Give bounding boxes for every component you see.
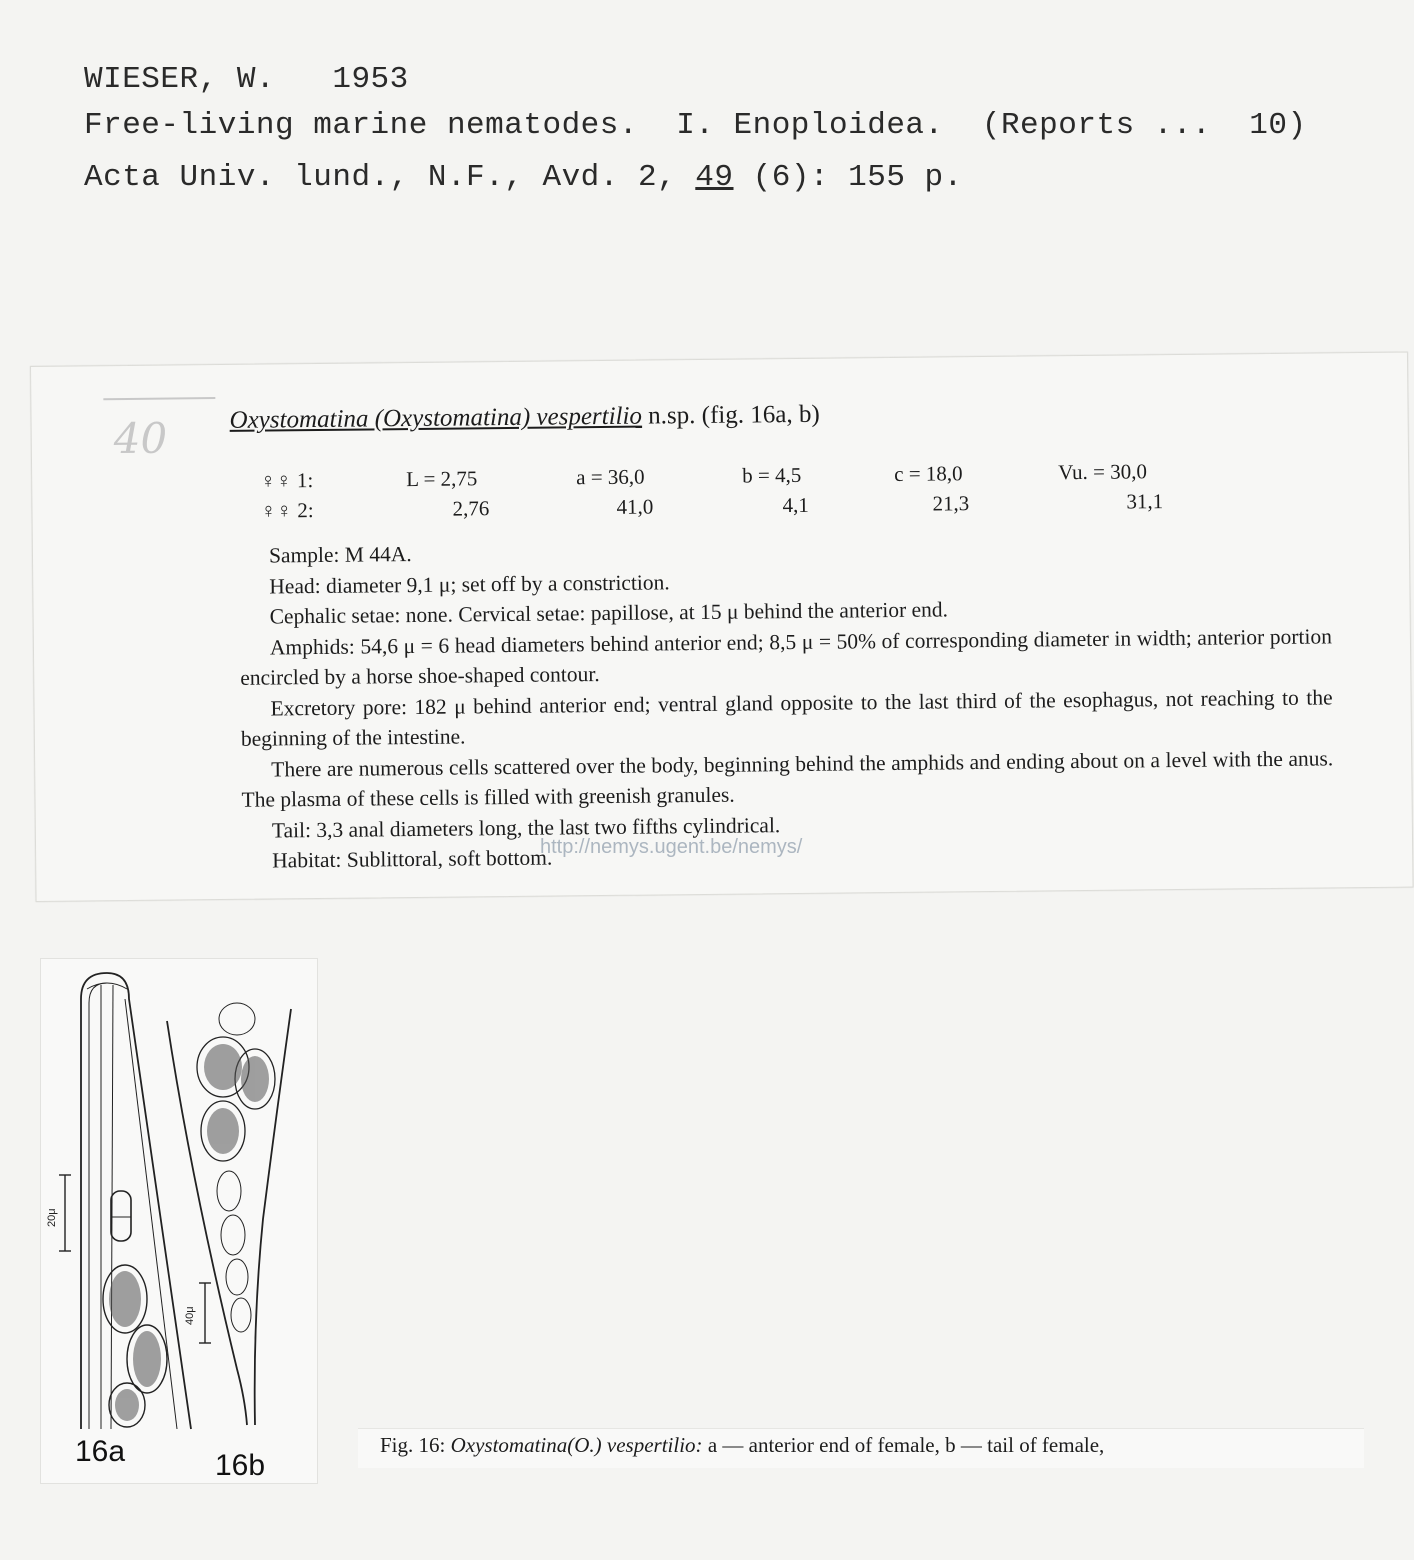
caption-prefix: Fig. 16: [380,1433,451,1457]
description-paragraph: Sample: M 44A. [268,542,412,568]
caption-rest: a — anterior end of female, b — tail of female, [702,1433,1105,1457]
measurement-L: 2,76 [452,496,490,521]
measurement-vu: Vu. = 30,0 [1058,459,1148,485]
citation-volume: 49 [695,160,734,195]
measurement-label: ♀♀ 2: [260,498,314,523]
figure-16-drawing [40,958,318,1484]
description-paragraph: Excretory pore: 182 μ behind anterior end; ventral gland opposite to the last third of the esophagus, not reaching to the beginning of the intestine. [240,684,1333,751]
measurement-a: 41,0 [616,494,654,519]
measurement-vu: 31,1 [1126,489,1164,514]
figure-caption [358,1428,1364,1468]
card-author-year: WIESER, W. 1953 [84,62,409,97]
granule-cells-16b [204,1044,269,1154]
measurement-label: ♀♀ 1: [260,468,314,493]
measurement-c: 21,3 [932,491,970,516]
citation-prefix: Acta Univ. lund., N.F., Avd. 2, [84,160,696,195]
handwritten-number: 40 [113,413,168,464]
watermark-url: http://nemys.ugent.be/nemys/ [540,836,803,858]
card-citation [84,160,963,195]
label-16b: 16b [215,1449,266,1482]
card-title: Free-living marine nematodes. I. Enoploidea. (Reports ... 10) [84,108,1307,143]
granule-cells-16a [109,1271,161,1421]
nematode-drawing [41,959,317,1483]
description-paragraph: Amphids: 54,6 μ = 6 head diameters behind anterior end; 8,5 μ = 50% of corresponding diameter in width; anterior portion encircled by a horse shoe-shaped contour. [240,623,1333,690]
species-title-rest: n.sp. (fig. 16a, b) [641,400,820,430]
fig-16a-anterior-end [59,973,191,1429]
measurement-b: b = 4,5 [742,462,802,488]
description-paragraph: Head: diameter 9,1 μ; set off by a constriction. [269,569,670,599]
measurement-L: L = 2,75 [406,466,478,492]
scale-bar-16a: 20μ [46,1208,58,1227]
description-paragraph: Habitat: Sublittoral, soft bottom. [272,845,553,873]
citation-suffix: (6): 155 p. [733,160,963,195]
species-description-clipping [30,352,1414,902]
description-paragraph: Cephalic setae: none. Cervical setae: papillose, at 15 μ behind the anterior end. [269,597,949,629]
caption-species: Oxystomatina(O.) vespertilio: [450,1433,703,1457]
scale-bar-16b: 40μ [184,1306,196,1325]
handwritten-underline [103,397,215,400]
measurement-b: 4,1 [782,492,809,518]
description-paragraph: Tail: 3,3 anal diameters long, the last two fifths cylindrical. [271,812,781,842]
measurement-a: a = 36,0 [576,464,645,490]
species-name: Oxystomatina (Oxystomatina) vespertilio [229,402,643,434]
species-title [229,401,819,435]
description-body [239,529,1334,876]
label-16a: 16a [75,1435,126,1468]
measurement-c: c = 18,0 [894,461,963,486]
description-paragraph: There are numerous cells scattered over the body, beginning behind the amphids and ending about on a level with the anus. The plasma of these cells is filled with greenish granules. [241,745,1334,812]
